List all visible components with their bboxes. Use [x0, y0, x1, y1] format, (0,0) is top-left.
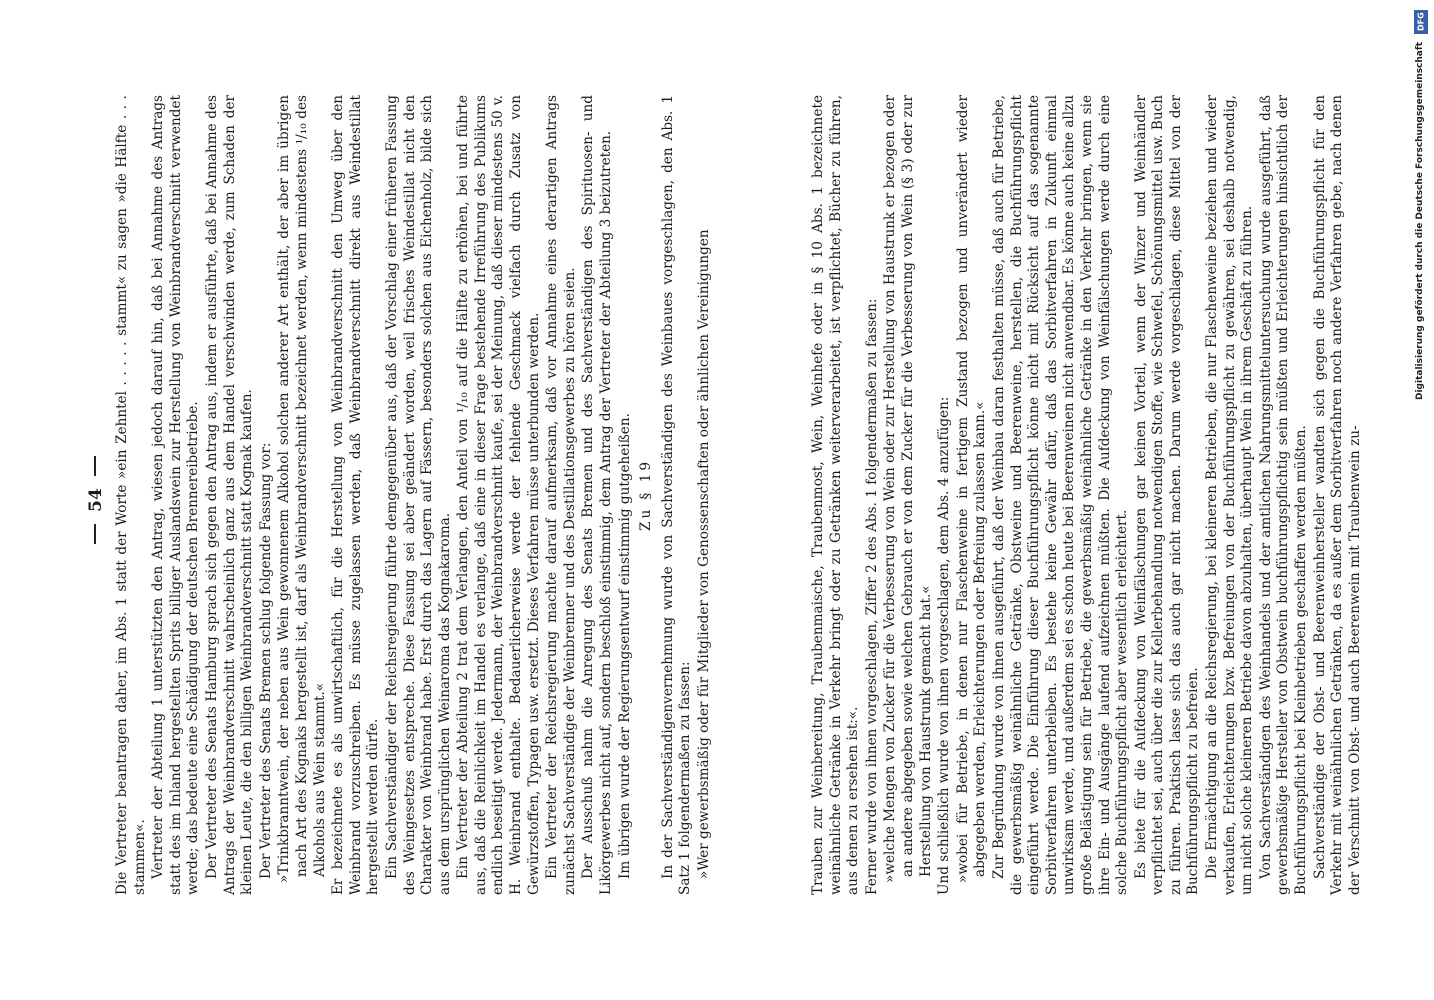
page-number: 54 — [86, 488, 106, 512]
paragraph: Ein Vertreter der Abteilung 2 trat dem Verlangen, den Anteil von ¹/₁₀ auf die Hälfte zu erhöhen, bei und führte aus, daß die Reinlichkeit im Handel es verlange, daß eine in dieser Frage bestehende Irreführung des Publikums endlich beseitigt werde. Jedermann, der Weinbrandverschnitt kaufe, sei der Meinung, daß dieser mindestens 50 v. H. Weinbrand enthalte. Bedauerlicherweise werde der fehlende Geschmack vielfach durch Zusatz von Gewürzstoffen, Typagen usw. ersetzt. Dieses Verfahren müsse unterbunden werden. — [455, 95, 542, 895]
dash-top — [94, 456, 96, 476]
paragraph: Sachverständige der Obst- und Beerenweinhersteller wandten sich gegen die Buchführungspflicht für den Verkehr mit weinähnlichen Getränken, da es außer dem Sorbitverfahren noch andere Verfahren gebe, nach denen der Verschnitt von Obst- und auch Beerenwein mit Traubenwein zu- — [1311, 95, 1363, 895]
paragraph: Es biete für die Aufdeckung von Weinfälschungen gar keinen Vorteil, wenn der Winzer und Weinhändler verpflichtet sei, auch über die zur Kellerbehandlung notwendigen Stoffe, wie Schwefel, Schönungsmittel usw. Buch zu führen. Praktisch lasse sich das auch gar nicht machen. Darum werde vorgeschlagen, diese Mittel von der Buchführungspflicht zu befreien. — [1132, 95, 1202, 895]
paragraph: »Wer gewerbsmäßig oder für Mitglieder von Genossenschaften oder ähnlichen Vereinigungen — [696, 229, 712, 879]
paragraph: Vertreter der Abteilung 1 unterstützten den Antrag, wiesen jedoch darauf hin, daß bei Annahme des Antrags statt des im Inland hergestellten Sprits billiger Auslandswein zur Herstellung von Weinbrandverschnitt verwendet werde; das bedeute eine Schädigung der deutschen Brennereibetriebe. — [150, 95, 202, 895]
dash-bottom — [94, 524, 96, 544]
section-heading: Zu § 19 — [638, 459, 655, 531]
paragraph: Ferner wurde von ihnen vorgeschlagen, Ziffer 2 des Abs. 1 folgendermaßen zu fassen: — [863, 298, 880, 895]
paragraph: Trauben zur Weinbereitung, Traubenmaische, Traubenmost, Wein, Weinhefe oder in § 10 Abs. 1 bezeichnete weinähnliche Getränke in Verkehr bringt oder zu Getränken weiterverarbeitet, ist verpflichtet, Bücher zu führen, aus denen zu ersehen ist:«. — [810, 95, 862, 895]
quote: »Trinkbranntwein, der neben aus Wein gewonnenem Alkohol solchen anderer Art enthält, der aber im übrigen nach Art des Kognaks hergestellt ist, darf als Weinbrandverschnitt bezeichnet werden, wenn mindestens ¹/₁₀ des Alkohols aus Wein stammt.« — [276, 95, 328, 883]
quote: »welche Mengen von Zucker für die Verbesserung von Wein oder zur Herstellung von Haustrunk er bezogen oder an andere abgegeben sowie welchen Gebrauch er von dem Zucker für die Verbesserung von Wein (§ 3) oder zur Herstellung von Haustrunk gemacht hat.« — [882, 95, 934, 883]
paragraph: Zur Begründung wurde von ihnen ausgeführt, daß der Weinbau daran festhalten müsse, daß auch für Betriebe, die gewerbsmäßig weinähnliche Getränke, Obstweine und Beerenweine, herstellen, die Buchführungspflicht eingeführt werde. Die Einführung dieser Buchführungspflicht könne nicht mit Rücksicht auf das sogenannte Sorbitverfahren unterbleiben. Es bestehe keine Gewähr dafür, daß das Sorbitverfahren in Zukunft einmal unwirksam werde, und außerdem sei es schon heute bei Beerenweinen nicht anwendbar. Es könne auch keine allzu große Belästigung sein für Betriebe, die gewerbsmäßig weinähnliche Getränke in den Verkehr bringen, wenn sie ihre Ein- und Ausgänge laufend aufzeichnen müßten. Die Aufdeckung von Weinfälschungen werde durch eine solche Buchführungspflicht aber wesentlich erleichtert. — [990, 94, 1131, 895]
right-column — [810, 95, 1365, 895]
paragraph: Ein Vertreter der Reichsregierung machte darauf aufmerksam, daß vor Annahme eines derartigen Antrags zunächst Sachverständige der Weinbrenner und des Destillationsgewerbes zu hören seien. — [544, 95, 578, 895]
left-column — [114, 95, 715, 895]
paragraph: Und schließlich wurde von ihnen vorgeschlagen, dem Abs. 4 anzufügen: — [936, 396, 953, 895]
paragraph: Er bezeichnete es als unwirtschaftlich, für die Herstellung von Weinbrandverschnitt den Umweg über den Weinbrand vorzuschreiben. Es müsse zugelassen werden, daß Weinbrandverschnitt direkt aus Weindestillat hergestellt werden dürfe. — [330, 95, 382, 895]
paragraph: In der Sachverständigenvernehmung wurde von Sachverständigen des Weinbaues vorgeschlagen, den Abs. 1 Satz 1 folgendermaßen zu fassen: — [659, 95, 694, 895]
paragraph: Der Ausschuß nahm die Anregung des Senats Bremen und des Sachverständigen des Spirituosen- und Likörgewerbes nicht auf, sondern beschloß einstimmig, dem Antrag der Vertreter der Abteilung 3 beizutreten. — [580, 95, 615, 895]
paragraph: Der Vertreter des Senats Hamburg sprach sich gegen den Antrag aus, indem er ausführte, daß bei Annahme des Antrags der Weinbrandverschnitt wahrscheinlich ganz aus dem Handel verschwinden werde, zum Schaden der kleinen Leute, die den billigen Weinbrandverschnitt statt Kognak kaufen. — [203, 95, 256, 895]
paragraph: Die Vertreter beantragen daher, im Abs. 1 statt der Worte »ein Zehntel . . . . . stammt« zu sagen »die Hälfte . . . stammen«. — [114, 95, 148, 895]
paragraph: Der Vertreter des Senats Bremen schlug folgende Fassung vor: — [257, 442, 274, 879]
paragraph: Im übrigen wurde der Regierungsentwurf einstimmig gutgeheißen. — [616, 413, 633, 879]
paragraph: Von Sachverständigen des Weinhandels und der amtlichen Nahrungsmitteluntersuchung wurde ausgeführt, daß gewerbsmäßige Hersteller von Obstwein buchführungspflichtig sein müßten und Erleichterungen hinsichtlich der Buchführungspflicht bei Kleinbetrieben geschaffen werden müßten. — [1257, 95, 1310, 895]
digitization-credit: Digitalisierung gefördert durch die Deutsche Forschungsgemeinschaft — [1415, 41, 1425, 400]
paragraph: Die Ermächtigung an die Reichsregierung, bei kleineren Betrieben, die nur Flaschenweine beziehen und wieder verkaufen, Erleichterungen bzw. Befreiungen von der Buchführungspflicht zu gewähren, sei deshalb notwendig, um nicht solche kleineren Betriebe davon abzuhalten, überhaupt Wein in ihrem Geschäft zu führen. — [1204, 95, 1256, 895]
dfg-logo: DFG — [1414, 10, 1428, 34]
quote: »wobei für Betriebe, in denen nur Flaschenweine in fertigem Zustand bezogen und unverändert wieder abgegeben werden, Erleichterungen oder Befreiung zulassen kann.« — [954, 95, 989, 883]
paragraph: Ein Sachverständiger der Reichsregierung führte demgegenüber aus, daß der Vorschlag einer früheren Fassung des Weingesetzes entspreche. Diese Fassung sei aber geändert worden, weil frisches Weindestillat nicht den Charakter von Weinbrand habe. Erst durch das Lagern auf Fässern, besonders solchen aus Eichenholz, bilde sich aus dem ursprünglichen Weinaroma das Kognakaroma. — [383, 95, 453, 895]
